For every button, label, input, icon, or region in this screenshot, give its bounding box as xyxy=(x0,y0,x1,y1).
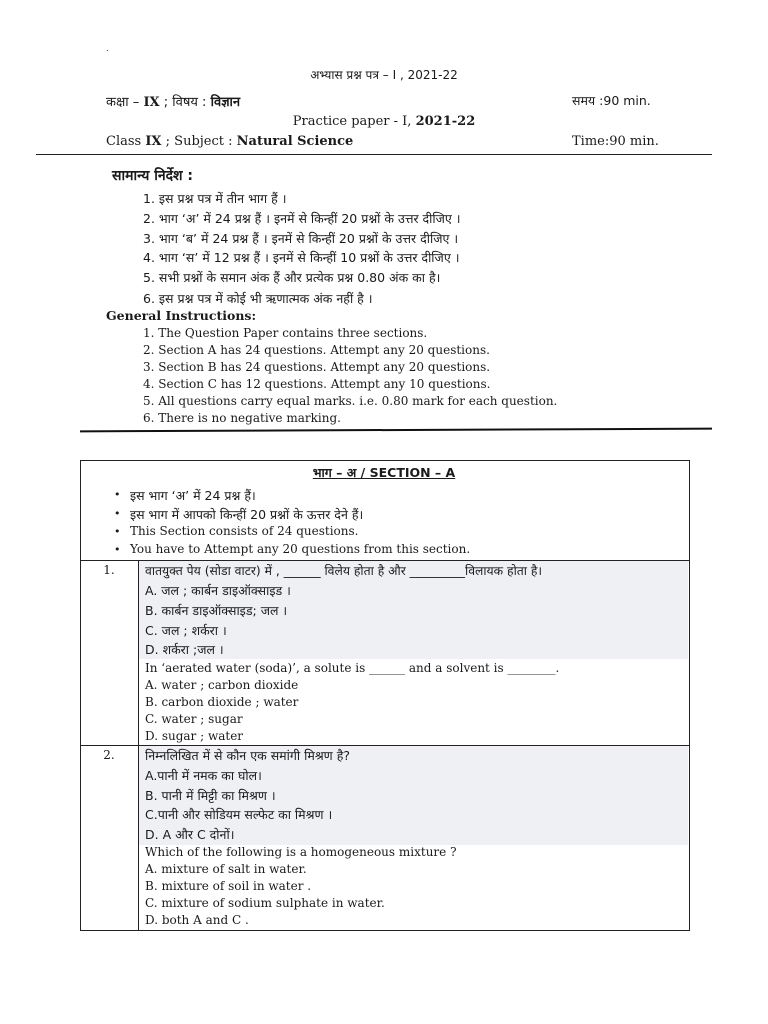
english-time: Time:90 min. xyxy=(572,134,659,149)
question-2-number: 2. xyxy=(103,748,115,762)
question-2-hindi-option-c: C.पानी और सोडियम सल्फेट का मिश्रण । xyxy=(145,807,333,822)
general-instructions-heading: General Instructions: xyxy=(106,308,257,323)
general-instruction-4: 4. Section C has 12 questions. Attempt any 10 questions. xyxy=(143,377,491,391)
bullet-icon: • xyxy=(114,507,121,520)
hindi-paper-title: अभ्यास प्रश्न पत्र – I , 2021-22 xyxy=(310,68,458,82)
question-2-hindi-stem: निम्नलिखित में से कौन एक समांगी मिश्रण है? xyxy=(145,748,350,763)
page-dot: . xyxy=(106,44,109,53)
question-2-english-option-c: C. mixture of sodium sulphate in water. xyxy=(145,896,385,910)
section-a-title: भाग – अ / SECTION – A xyxy=(312,465,456,480)
english-paper-title xyxy=(0,114,768,129)
section-bullet-3: This Section consists of 24 questions. xyxy=(130,524,359,538)
table-column-divider xyxy=(138,560,139,930)
table-row-divider xyxy=(80,745,690,746)
general-instruction-1: 1. The Question Paper contains three sections. xyxy=(143,326,428,340)
question-1-english-option-d: D. sugar ; water xyxy=(145,729,244,743)
question-1-english-option-b: B. carbon dioxide ; water xyxy=(145,695,299,709)
question-1-english-option-c: C. water ; sugar xyxy=(145,712,243,726)
bullet-icon: • xyxy=(114,525,121,538)
bullet-icon: • xyxy=(114,543,121,556)
question-2-hindi-option-b: B. पानी में मिट्टी का मिश्रण । xyxy=(145,788,276,803)
question-2-hindi-option-a: A.पानी में नमक का घोल। xyxy=(145,768,262,783)
question-1-hindi-option-d: D. शर्करा ;जल । xyxy=(145,642,224,657)
instructions-divider xyxy=(80,428,712,433)
hindi-instruction-2: 2. भाग ‘अ’ में 24 प्रश्न हैं । इनमें से किन्हीं 20 प्रश्नों के उत्तर दीजिए । xyxy=(143,211,461,226)
hindi-instructions-heading: सामान्य निर्देश : xyxy=(112,168,194,184)
question-1-hindi-option-c: C. जल ; शर्करा । xyxy=(145,623,227,638)
general-instruction-5: 5. All questions carry equal marks. i.e. 0.80 mark for each question. xyxy=(143,394,558,408)
table-row-divider xyxy=(80,560,690,561)
section-bullet-2: इस भाग में आपको किन्हीं 20 प्रश्नों के ऊत्तर देने हैं। xyxy=(130,507,364,522)
hindi-instruction-4: 4. भाग ‘स’ में 12 प्रश्न हैं । इनमें से किन्हीं 10 प्रश्नों के उत्तर दीजिए । xyxy=(143,250,460,265)
section-bullet-4: You have to Attempt any 20 questions from this section. xyxy=(130,542,471,556)
question-2-english-option-b: B. mixture of soil in water . xyxy=(145,879,312,893)
english-class-subject xyxy=(106,134,353,149)
question-1-english-option-a: A. water ; carbon dioxide xyxy=(145,678,299,692)
hindi-class-label: कक्षा – xyxy=(106,95,140,110)
general-instruction-3: 3. Section B has 24 questions. Attempt any 20 questions. xyxy=(143,360,491,374)
english-title-prefix: Practice paper - I, xyxy=(292,114,412,129)
english-subject-label: ; Subject : xyxy=(165,134,233,149)
question-1-english-stem: In ‘aerated water (soda)’, a solute is ______ and a solvent is ________. xyxy=(145,661,560,675)
english-class-value: IX xyxy=(145,134,162,149)
english-title-year: 2021-22 xyxy=(415,114,476,129)
english-subject-value: Natural Science xyxy=(236,134,354,149)
hindi-class-value: IX xyxy=(143,95,160,110)
hindi-instruction-3: 3. भाग ‘ब’ में 24 प्रश्न हैं । इनमें से किन्हीं 20 प्रश्नों के उत्तर दीजिए । xyxy=(143,231,459,246)
hindi-subject-label: ; विषय : xyxy=(163,95,207,110)
question-2-english-option-d: D. both A and C . xyxy=(145,913,249,927)
question-1-hindi-stem: वातयुक्त पेय (सोडा वाटर) में , ______ विलेय होता है और _________विलायक होता है। xyxy=(145,564,543,578)
english-class-label: Class xyxy=(106,134,142,149)
question-2-english-option-a: A. mixture of salt in water. xyxy=(145,862,307,876)
hindi-instruction-5: 5. सभी प्रश्नों के समान अंक हैं और प्रत्येक प्रश्न 0.80 अंक का है। xyxy=(143,270,441,285)
general-instruction-2: 2. Section A has 24 questions. Attempt any 20 questions. xyxy=(143,343,490,357)
question-1-hindi-option-a: A. जल ; कार्बन डाइऑक्साइड । xyxy=(145,583,291,598)
question-2-hindi-option-d: D. A और C दोनों। xyxy=(145,827,235,842)
header-divider xyxy=(36,154,712,155)
question-2-english-stem: Which of the following is a homogeneous mixture ? xyxy=(145,845,457,859)
hindi-subject-value: विज्ञान xyxy=(210,95,241,110)
bullet-icon: • xyxy=(114,488,121,501)
question-1-hindi-option-b: B. कार्बन डाइऑक्साइड; जल । xyxy=(145,603,288,618)
hindi-time: समय :90 min. xyxy=(572,93,651,108)
general-instruction-6: 6. There is no negative marking. xyxy=(143,411,341,425)
hindi-instruction-1: 1. इस प्रश्न पत्र में तीन भाग हैं । xyxy=(143,191,287,206)
hindi-class-subject xyxy=(106,92,240,110)
question-1-number: 1. xyxy=(103,563,115,577)
section-bullet-1: इस भाग ‘अ’ में 24 प्रश्न हैं। xyxy=(130,488,256,503)
hindi-instruction-6: 6. इस प्रश्न पत्र में कोई भी ऋणात्मक अंक नहीं है । xyxy=(143,291,373,306)
